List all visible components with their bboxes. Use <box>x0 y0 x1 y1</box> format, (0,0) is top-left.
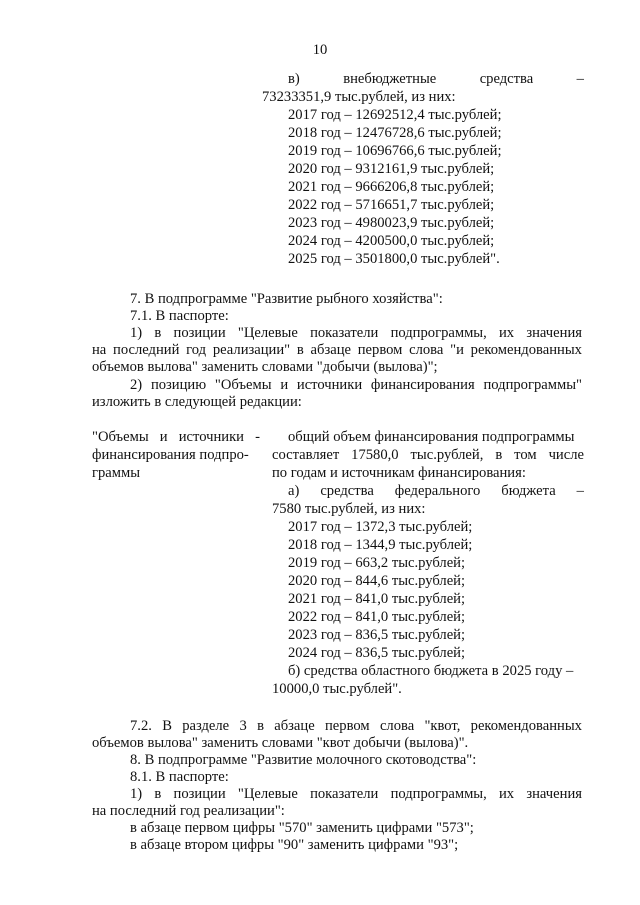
federal-year-2018: 2018 год – 1344,9 тыс.рублей; <box>288 537 473 553</box>
passport-right-row2: составляет 17580,0 тыс.рублей, в том числе <box>272 447 584 463</box>
section7-item1-row2: на последний год реализации" в абзаце первом слова "и рекомендованных <box>92 342 582 358</box>
passport-left-row1: "Объемы и источники - <box>92 429 260 445</box>
section7-2-row1: 7.2. В разделе 3 в абзаце первом слова "квот, рекомендованных <box>130 718 582 734</box>
federal-year-2020: 2020 год – 844,6 тыс.рублей; <box>288 573 466 589</box>
federal-year-2022: 2022 год – 841,0 тыс.рублей; <box>288 609 466 625</box>
federal-year-2023: 2023 год – 836,5 тыс.рублей; <box>288 627 466 643</box>
federal-year-2019: 2019 год – 663,2 тыс.рублей; <box>288 555 466 571</box>
passport-left-row2: финансирования подпро- <box>92 447 249 463</box>
passport-right-row1: общий объем финансирования подпрограммы <box>288 429 575 445</box>
federal-budget-title: а) средства федерального бюджета – <box>288 483 584 499</box>
federal-year-2021: 2021 год – 841,0 тыс.рублей; <box>288 591 466 607</box>
offbudget-total: 73233351,9 тыс.рублей, из них: <box>262 89 456 105</box>
section7-1-heading: 7.1. В паспорте: <box>130 308 229 324</box>
section7-item1-row3: объемов вылова" заменить словами "добычи (вылова)"; <box>92 359 438 375</box>
section7-heading: 7. В подпрограмме "Развитие рыбного хозяйства": <box>130 291 443 307</box>
section7-item2-row1: 2) позицию "Объемы и источники финансирования подпрограммы" <box>130 377 582 393</box>
section8-line-a: в абзаце первом цифры "570" заменить цифрами "573"; <box>130 820 474 836</box>
offbudget-year-2021: 2021 год – 9666206,8 тыс.рублей; <box>288 179 495 195</box>
section7-item2-row2: изложить в следующей редакции: <box>92 394 302 410</box>
section8-item1-row1: 1) в позиции "Целевые показатели подпрограммы, их значения <box>130 786 582 802</box>
page-number: 10 <box>312 42 328 58</box>
offbudget-year-2020: 2020 год – 9312161,9 тыс.рублей; <box>288 161 495 177</box>
section7-item1-row1: 1) в позиции "Целевые показатели подпрограммы, их значения <box>130 325 582 341</box>
regional-budget-row2: 10000,0 тыс.рублей". <box>272 681 402 697</box>
offbudget-title: в) внебюджетные средства – <box>288 71 584 87</box>
passport-right-row3: по годам и источникам финансирования: <box>272 465 526 481</box>
offbudget-year-2018: 2018 год – 12476728,6 тыс.рублей; <box>288 125 502 141</box>
offbudget-year-2019: 2019 год – 10696766,6 тыс.рублей; <box>288 143 502 159</box>
offbudget-year-2023: 2023 год – 4980023,9 тыс.рублей; <box>288 215 495 231</box>
section7-2-row2: объемов вылова" заменить словами "квот добычи (вылова)". <box>92 735 469 751</box>
federal-budget-total: 7580 тыс.рублей, из них: <box>272 501 426 517</box>
section8-heading: 8. В подпрограмме "Развитие молочного скотоводства": <box>130 752 477 768</box>
federal-year-2017: 2017 год – 1372,3 тыс.рублей; <box>288 519 473 535</box>
section8-item1-row2: на последний год реализации": <box>92 803 285 819</box>
offbudget-year-2017: 2017 год – 12692512,4 тыс.рублей; <box>288 107 502 123</box>
regional-budget-row1: б) средства областного бюджета в 2025 году – <box>288 663 574 679</box>
passport-left-row3: граммы <box>92 465 141 481</box>
offbudget-year-2025: 2025 год – 3501800,0 тыс.рублей". <box>288 251 500 267</box>
section8-1-heading: 8.1. В паспорте: <box>130 769 229 785</box>
offbudget-year-2022: 2022 год – 5716651,7 тыс.рублей; <box>288 197 495 213</box>
offbudget-year-2024: 2024 год – 4200500,0 тыс.рублей; <box>288 233 495 249</box>
section8-line-b: в абзаце втором цифры "90" заменить цифрами "93"; <box>130 837 459 853</box>
federal-year-2024: 2024 год – 836,5 тыс.рублей; <box>288 645 466 661</box>
